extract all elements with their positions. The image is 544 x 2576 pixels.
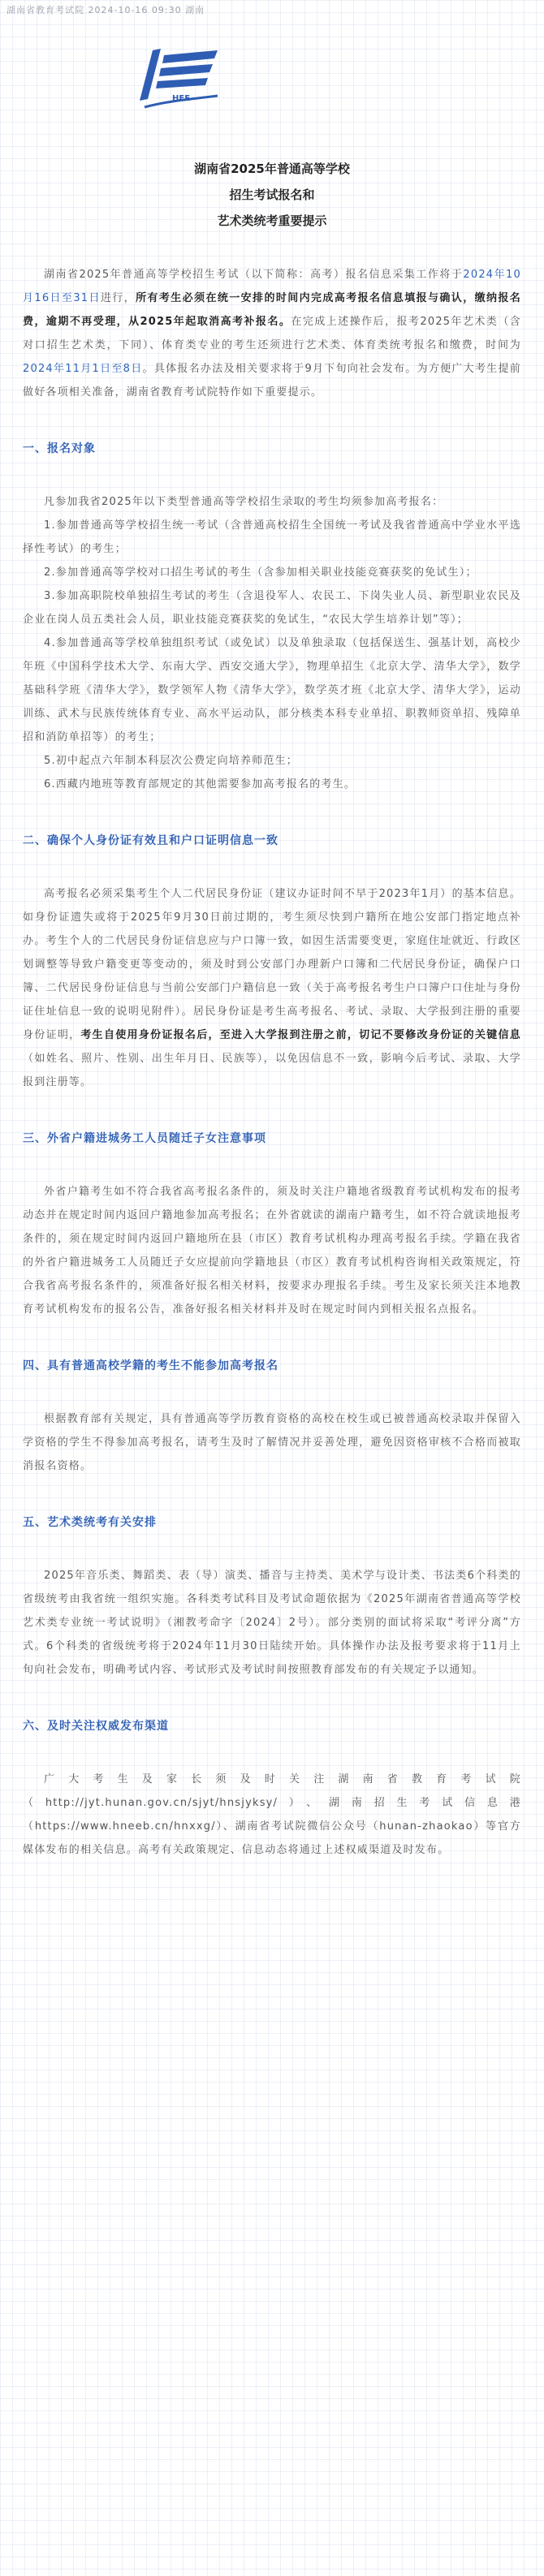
list-item: 4.参加普通高等学校单独组织考试（或免试）以及单独录取（包括保送生、强基计划，高校少年班《中国科学技术大学、东南大学、西安交通大学》，物理单招生《北京大学、清华大学》，数学基础科学班《清华大学》，数学领军人物《清华大学》，数学英才班《北京大学、清华大学》，运动训练、武术与民族传统体育专业、高水平运动队，部分核类本科专业单招、职教师资单招、残障单招和消防单招等）的考生； <box>23 637 521 743</box>
list-item: 2.参加普通高等学校对口招生考试的考生（含参加相关职业技能竞赛获奖的免试生）； <box>44 566 477 579</box>
hnee-logo <box>136 42 226 115</box>
section-heading-4: 四、具有普通高校学籍的考生不能参加高考报名 <box>23 1359 278 1372</box>
section5-paragraph: 2025年音乐类、舞蹈类、表（导）演类、播音与主持类、美术学与设计类、书法类6个科类的省级统考由我省统一组织实施。各科类考试科目及考试命题依据为《2025年湖南省普通高等学校艺术类专业统一考试说明》（湘教考命字〔2024〕2号）。部分类别的面试将采取“考评分离”方式。6个科类的省级统考将于2024年11月30日陆续开始。具体操作办法及报考要求将于11月上旬向社会发布，明确考试内容、考试形式及考试时间按照教育部发布的有关规定予以通知。 <box>23 1570 521 1676</box>
intro-paragraph: 湖南省2025年普通高等学校招生考试（以下简称：高考）报名信息采集工作将于2024年10月16日至31日进行，所有考生必须在统一安排的时间内完成高考报名信息填报与确认，缴纳报名费，逾期不再受理，从2025年起取消高考补报名。在完成上述操作后，报考2025年艺术类（含对口招生艺术类，下同）、体育类专业的考生还须进行艺术类、体育类统考报名和缴费，时间为2024年11月1日至8日。具体报名办法及相关要求将于9月下旬向社会发布。为方便广大考生提前做好各项相关准备，湖南省教育考试院特作如下重要提示。 <box>23 269 521 398</box>
title-line-2: 招生考试报名和 <box>229 187 315 202</box>
section6-paragraph: 广大考生及家长须及时关注湖南省教育考试院（http://jyt.hunan.gov.cn/sjyt/hnsjyksy/）、湖南招生考试信息港（https://www.hneeb.cn/hnxxg/）、湖南省考试院微信公众号（hunan-zhaokao）等官方媒体发布的相关信息。高考有关政策规定、信息动态将通过上述权威渠道及时发布。 <box>23 1773 521 1856</box>
section2-paragraph: 高考报名必须采集考生个人二代居民身份证（建议办证时间不早于2023年1月）的基本信息。如身份证遗失或将于2025年9月30日前过期的，考生须尽快到户籍所在地公安部门指定地点补办。考生个人的二代居民身份证信息应与户口簿一致，如因生活需要变更，家庭住址就近、行政区划调整等导致户籍变更等变动的，须及时到公安部门办理新户口簿和二代居民身份证，确保户口簿、二代居民身份证信息与当前公安部门户籍信息一致（关于高考报名考生户口簿户口住址与身份证住址信息一致的说明见附件）。居民身份证是考生高考报名、考试、录取、大学报到注册的重要身份证明，考生自使用身份证报名后，至进入大学报到注册之前，切记不要修改身份证的关键信息（如姓名、照片、性别、出生年月日、民族等），以免因信息不一致，影响今后考试、录取、大学报到注册等。 <box>23 888 521 1088</box>
section4-paragraph: 根据教育部有关规定，具有普通高等学历教育资格的高校在校生或已被普通高校录取并保留入学资格的学生不得参加高考报名，请考生及时了解情况并妥善处理，避免因资格审核不合格而被取消报名资格。 <box>23 1413 521 1472</box>
section1-lead: 凡参加我省2025年以下类型普通高等学校招生录取的考生均须参加高考报名： <box>44 496 444 508</box>
source-line: 湖南省教育考试院 2024-10-16 09:30 湖南 <box>6 5 205 15</box>
title-line-1: 湖南省2025年普通高等学校 <box>194 162 350 176</box>
svg-text:HEE: HEE <box>172 94 191 103</box>
section-heading-3: 三、外省户籍进城务工人员随迁子女注意事项 <box>23 1132 266 1145</box>
section-heading-2: 二、确保个人身份证有效且和户口证明信息一致 <box>23 834 278 847</box>
section3-paragraph: 外省户籍考生如不符合我省高考报名条件的，须及时关注户籍地省级教育考试机构发布的报考动态并在规定时间内返回户籍地参加高考报名；在外省就读的湖南户籍考生，如不符合就读地报考条件的，须在规定时间内返回户籍地所在县（市区）教育考试机构办理高考报名手续。学籍在我省的外省户籍进城务工人员随迁子女应提前向学籍地县（市区）教育考试机构咨询相关政策规定，符合我省高考报名条件的，须准备好报名相关材料，按要求办理报名手续。考生及家长须关注本地教育考试机构发布的报名公告，准备好报名相关材料并及时在规定时间内到相关报名点报名。 <box>23 1186 521 1316</box>
section-heading-5: 五、艺术类统考有关安排 <box>23 1516 157 1529</box>
list-item: 3.参加高职院校单独招生考试的考生（含退役军人、农民工、下岗失业人员、新型职业农民及企业在岗人员五类社会人员，职业技能竞赛获奖的免试生，“农民大学生培养计划”等）； <box>23 590 521 626</box>
title-line-3: 艺术类统考重要提示 <box>217 213 327 228</box>
section-heading-1: 一、报名对象 <box>23 442 96 455</box>
section-heading-6: 六、及时关注权威发布渠道 <box>23 1720 169 1733</box>
list-item: 5.初中起点六年制本科层次公费定向培养师范生； <box>44 755 299 767</box>
hnee-logo-icon <box>136 42 226 115</box>
list-item: 1.参加普通高等学校招生统一考试（含普通高校招生全国统一考试及我省普通高中学业水平选择性考试）的考生； <box>23 519 521 555</box>
list-item: 6.西藏内地班等教育部规定的其他需要参加高考报名的考生。 <box>44 778 356 790</box>
